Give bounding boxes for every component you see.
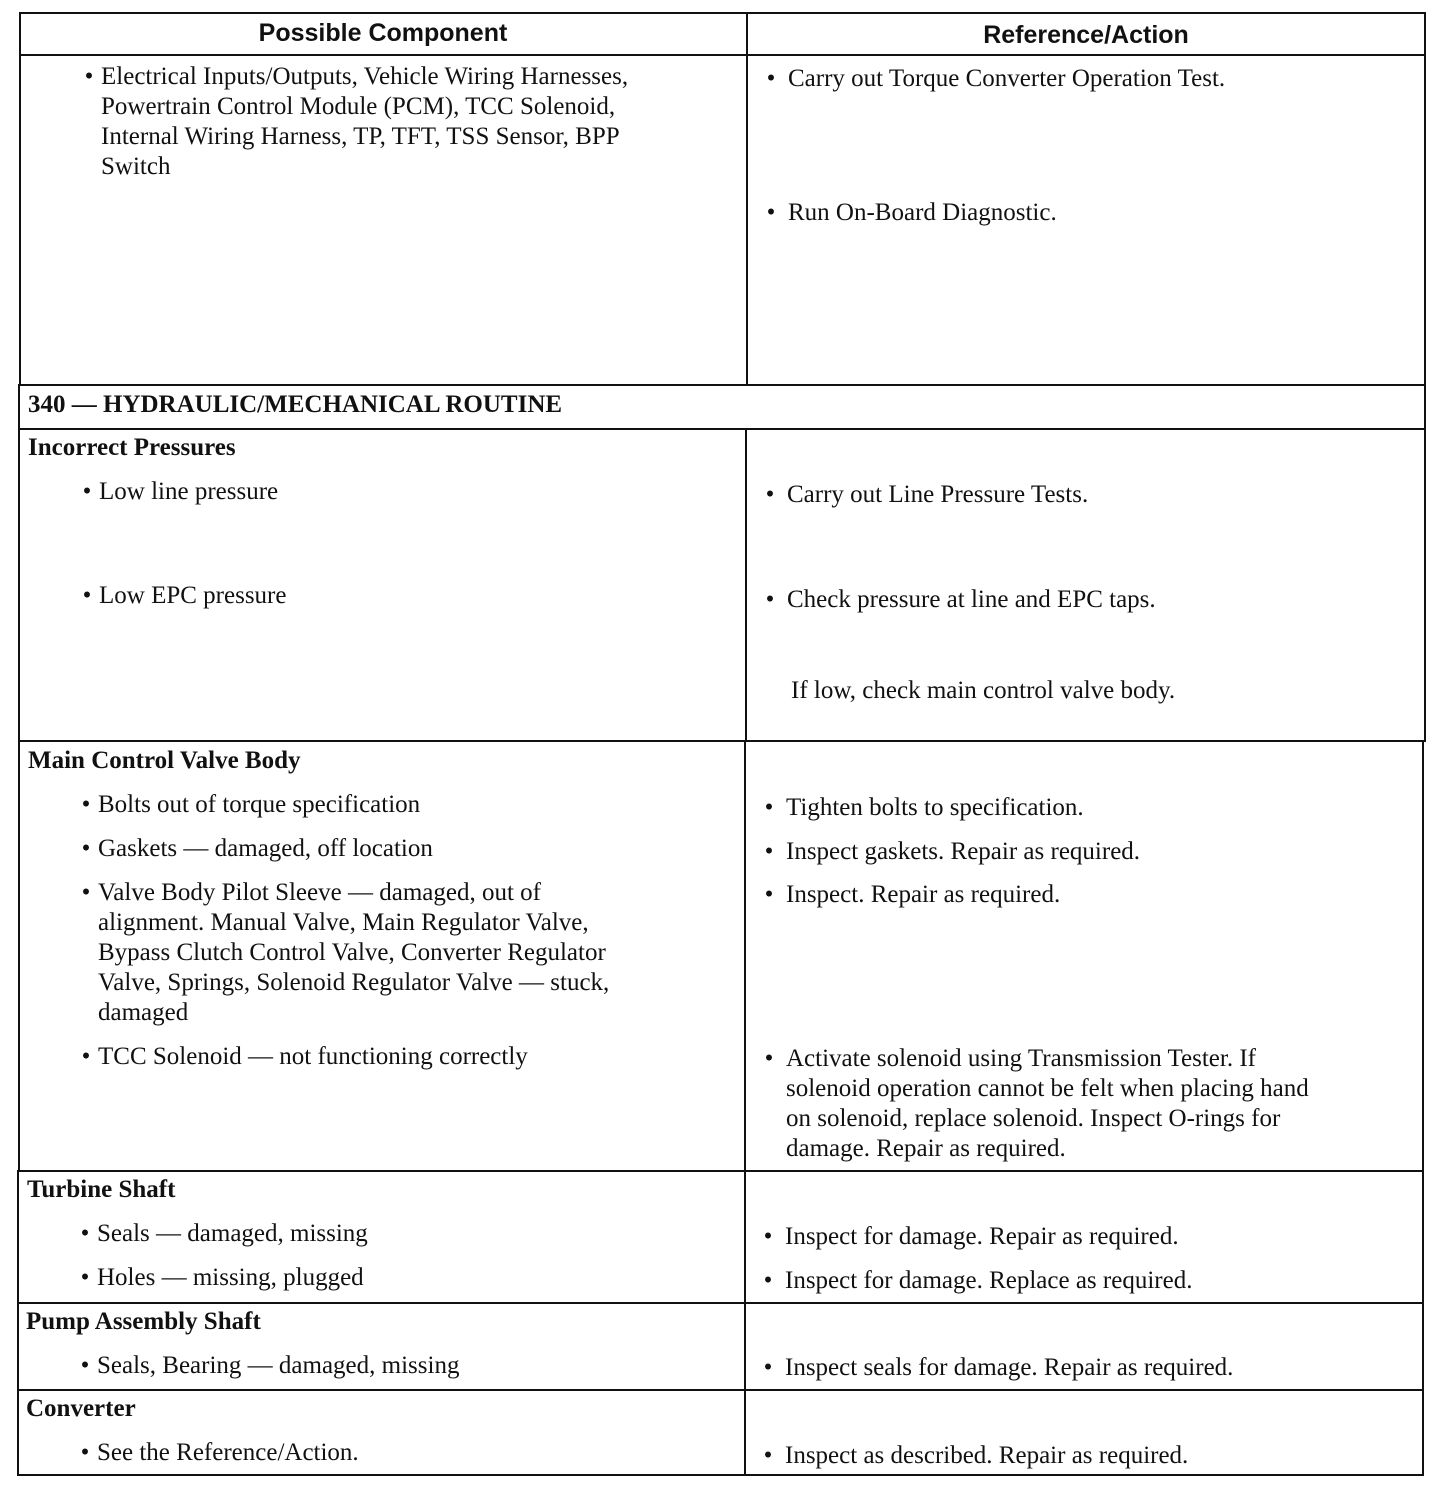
component-text: See the Reference/Action. (97, 1439, 359, 1466)
column-divider (746, 12, 748, 386)
table-border-left (18, 384, 20, 1170)
bullet-icon: • (763, 1223, 773, 1250)
component-text: Bolts out of torque specification (98, 791, 421, 818)
column-header-action: Reference/Action (983, 21, 1189, 49)
table-border-left (17, 1170, 19, 1476)
bullet-icon: • (763, 1267, 773, 1294)
action-text: Carry out Torque Converter Operation Test. (788, 65, 1226, 92)
action-text: Tighten bolts to specification. (786, 794, 1084, 821)
table-border-right (1424, 12, 1426, 742)
column-divider (745, 428, 747, 742)
group-title: Pump Assembly Shaft (26, 1308, 261, 1335)
group-title: Incorrect Pressures (28, 434, 236, 461)
header-divider (20, 54, 1426, 56)
row-divider (19, 740, 1424, 742)
component-text: Gaskets — damaged, off location (98, 835, 433, 862)
action-text: Inspect gaskets. Repair as required. (786, 838, 1141, 865)
action-text: Run On-Board Diagnostic. (788, 199, 1057, 226)
component-text: Valve, Springs, Solenoid Regulator Valve — stuck, (98, 969, 610, 996)
bullet-icon: • (81, 879, 91, 906)
bullet-icon: • (84, 63, 94, 90)
column-divider (744, 740, 746, 1476)
row-divider (18, 1170, 1423, 1172)
component-text: Low line pressure (99, 478, 279, 505)
action-text: damage. Repair as required. (786, 1135, 1066, 1162)
component-text: Seals — damaged, missing (97, 1220, 368, 1247)
column-header-component: Possible Component (258, 19, 508, 47)
row-divider (18, 1302, 1423, 1304)
action-text: Inspect. Repair as required. (786, 881, 1061, 908)
bullet-icon: • (764, 881, 774, 908)
action-text: on solenoid, replace solenoid. Inspect O-rings for (786, 1105, 1281, 1132)
component-text: damaged (98, 999, 189, 1026)
component-text: Switch (101, 153, 171, 180)
component-text: Internal Wiring Harness, TP, TFT, TSS Sensor, BPP (101, 123, 620, 150)
row-divider (19, 428, 1424, 430)
bullet-icon: • (81, 791, 91, 818)
bullet-icon: • (765, 481, 775, 508)
table-border-bottom (17, 1474, 1422, 1476)
component-text: Bypass Clutch Control Valve, Converter Regulator (98, 939, 606, 966)
component-text: Low EPC pressure (99, 582, 287, 609)
bullet-icon: • (82, 582, 92, 609)
bullet-icon: • (80, 1439, 90, 1466)
action-text: Check pressure at line and EPC taps. (787, 586, 1156, 613)
bullet-icon: • (764, 794, 774, 821)
bullet-icon: • (81, 835, 91, 862)
group-title: Converter (26, 1395, 136, 1422)
group-title: Turbine Shaft (27, 1176, 176, 1203)
bullet-icon: • (81, 1043, 91, 1070)
section-title: 340 — HYDRAULIC/MECHANICAL ROUTINE (28, 391, 563, 418)
action-text: Inspect for damage. Repair as required. (785, 1223, 1179, 1250)
table-border-top (20, 12, 1426, 14)
component-text: Electrical Inputs/Outputs, Vehicle Wiring Harnesses, (101, 63, 629, 90)
bullet-icon: • (766, 65, 776, 92)
bullet-icon: • (763, 1354, 773, 1381)
row-divider (17, 1389, 1422, 1391)
action-text: Inspect for damage. Replace as required. (785, 1267, 1193, 1294)
component-text: Seals, Bearing — damaged, missing (97, 1352, 460, 1379)
component-text: Powertrain Control Module (PCM), TCC Solenoid, (101, 93, 616, 120)
bullet-icon: • (80, 1352, 90, 1379)
component-text: Valve Body Pilot Sleeve — damaged, out of (98, 879, 541, 906)
action-text: Activate solenoid using Transmission Tester. If (786, 1045, 1256, 1072)
bullet-icon: • (765, 586, 775, 613)
action-text: Inspect seals for damage. Repair as required. (785, 1354, 1234, 1381)
component-text: Holes — missing, plugged (97, 1264, 364, 1291)
bullet-icon: • (764, 1045, 774, 1072)
bullet-icon: • (764, 838, 774, 865)
row-divider (20, 384, 1425, 386)
action-note: If low, check main control valve body. (791, 677, 1176, 704)
bullet-icon: • (82, 478, 92, 505)
bullet-icon: • (80, 1264, 90, 1291)
table-border-left (19, 12, 21, 386)
group-title: Main Control Valve Body (28, 747, 301, 774)
component-text: alignment. Manual Valve, Main Regulator Valve, (98, 909, 589, 936)
bullet-icon: • (763, 1442, 773, 1469)
component-text: TCC Solenoid — not functioning correctly (98, 1043, 528, 1070)
bullet-icon: • (766, 199, 776, 226)
action-text: Inspect as described. Repair as required. (785, 1442, 1189, 1469)
action-text: Carry out Line Pressure Tests. (787, 481, 1089, 508)
bullet-icon: • (80, 1220, 90, 1247)
table-border-right (1422, 740, 1424, 1476)
action-text: solenoid operation cannot be felt when placing hand (786, 1075, 1309, 1102)
